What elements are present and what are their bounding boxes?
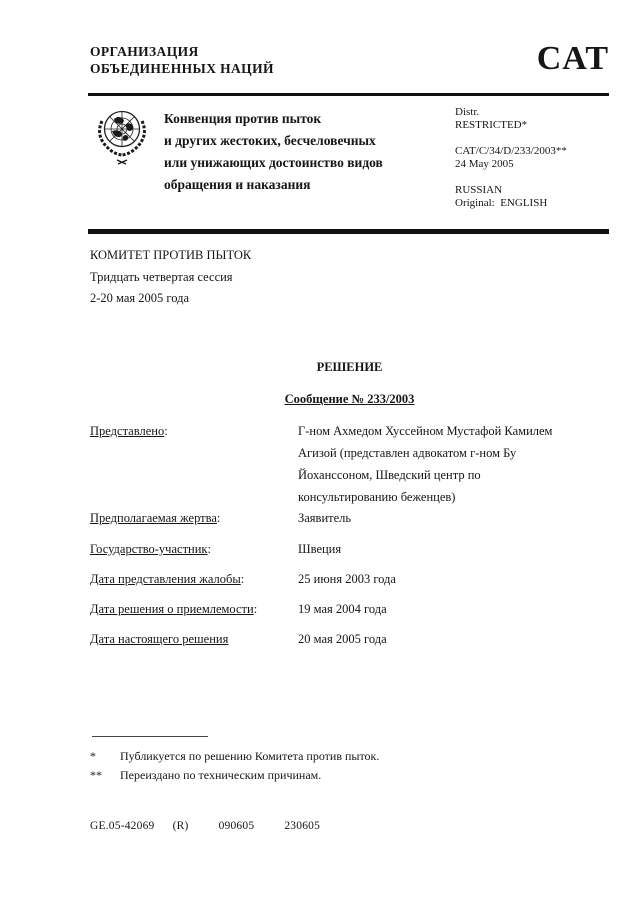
convention-title-line: обращения и наказания	[164, 177, 311, 192]
footnote-text: Публикуется по решению Комитета против пыток.	[120, 749, 380, 763]
session-name: Тридцать четвертая сессия	[90, 269, 233, 284]
field-value: Г-ном Ахмедом Хуссейном Мустафой Камилем Агизой (представлен адвокатом г-ном Бу Йоханссоном, Шведский центр по консультированию беженцев)	[298, 424, 553, 504]
field-value: Заявитель	[298, 511, 352, 525]
case-field-row	[90, 568, 609, 590]
convention-title-line: Конвенция против пыток	[164, 111, 322, 126]
footnote	[90, 747, 609, 766]
distr-label: Distr.	[455, 106, 480, 118]
footer-language-code: (R)	[172, 820, 189, 832]
distr-group	[455, 106, 567, 132]
document-date: 24 May 2005	[455, 158, 514, 170]
session-block	[90, 245, 251, 310]
field-label-text: Представлено	[90, 424, 165, 438]
footnote-marker: *	[90, 749, 96, 763]
org-name-line1: ОРГАНИЗАЦИЯ	[90, 44, 199, 59]
footer-date-code-2: 230605	[284, 820, 321, 832]
decision-title: РЕШЕНИЕ	[316, 360, 383, 374]
case-field-row	[90, 420, 609, 508]
footnote-text: Переиздано по техническим причинам.	[120, 768, 322, 782]
field-label-text: Предполагаемая жертва	[90, 511, 217, 525]
document-language: RUSSIAN	[455, 184, 503, 196]
footnote-rule	[92, 736, 208, 737]
header-rule	[88, 93, 609, 96]
convention-title	[164, 108, 444, 196]
convention-title-line: или унижающих достоинство видов	[164, 155, 383, 170]
distribution-block	[455, 106, 567, 223]
field-label	[90, 420, 298, 508]
field-label	[90, 628, 298, 650]
footer-date-code-1: 090605	[218, 820, 255, 832]
case-field-row	[90, 598, 609, 620]
language-group	[455, 184, 567, 210]
field-value: 25 июня 2003 года	[298, 572, 396, 586]
convention-title-line: и других жестоких, бесчеловечных	[164, 133, 376, 148]
field-label-separator: :	[207, 542, 211, 556]
field-value: 19 мая 2004 года	[298, 602, 387, 616]
doc-symbol: CAT	[536, 40, 609, 77]
field-label-text: Дата представления жалобы	[90, 572, 241, 586]
field-label	[90, 538, 298, 560]
symbol-group	[455, 145, 567, 171]
field-value: Швеция	[298, 542, 342, 556]
case-field-row	[90, 628, 609, 650]
committee-name: КОМИТЕТ ПРОТИВ ПЫТОК	[90, 248, 252, 262]
session-dates: 2-20 мая 2005 года	[90, 291, 190, 305]
document-footer-code	[90, 820, 320, 832]
org-name-line2: ОБЪЕДИНЕННЫХ НАЦИЙ	[90, 61, 274, 76]
field-label	[90, 507, 298, 529]
field-label-separator: :	[240, 572, 245, 586]
org-name	[90, 43, 274, 77]
communication-number: Сообщение № 233/2003	[284, 392, 415, 406]
case-field-row	[90, 538, 609, 560]
masthead-rule	[88, 229, 609, 234]
field-label	[90, 568, 298, 590]
footnotes	[90, 747, 609, 785]
document-symbol-number: CAT/C/34/D/233/2003**	[455, 145, 567, 157]
footnote-marker: **	[90, 768, 102, 782]
footer-ge-number: GE.05-42069	[90, 820, 155, 832]
distr-value: RESTRICTED*	[455, 119, 528, 131]
field-label-separator: :	[164, 424, 168, 438]
un-emblem-icon	[92, 104, 152, 173]
field-label-separator: :	[216, 511, 221, 525]
footnote	[90, 766, 609, 785]
document-original-language: Original: ENGLISH	[455, 197, 548, 209]
field-label-text: Дата настоящего решения	[90, 632, 229, 646]
case-field-row	[90, 507, 609, 529]
field-label-separator: :	[253, 602, 258, 616]
field-label-text: Государство-участник	[90, 542, 208, 556]
field-label-text: Дата решения о приемлемости	[90, 602, 254, 616]
field-label	[90, 598, 298, 620]
field-value: 20 мая 2005 года	[298, 632, 387, 646]
